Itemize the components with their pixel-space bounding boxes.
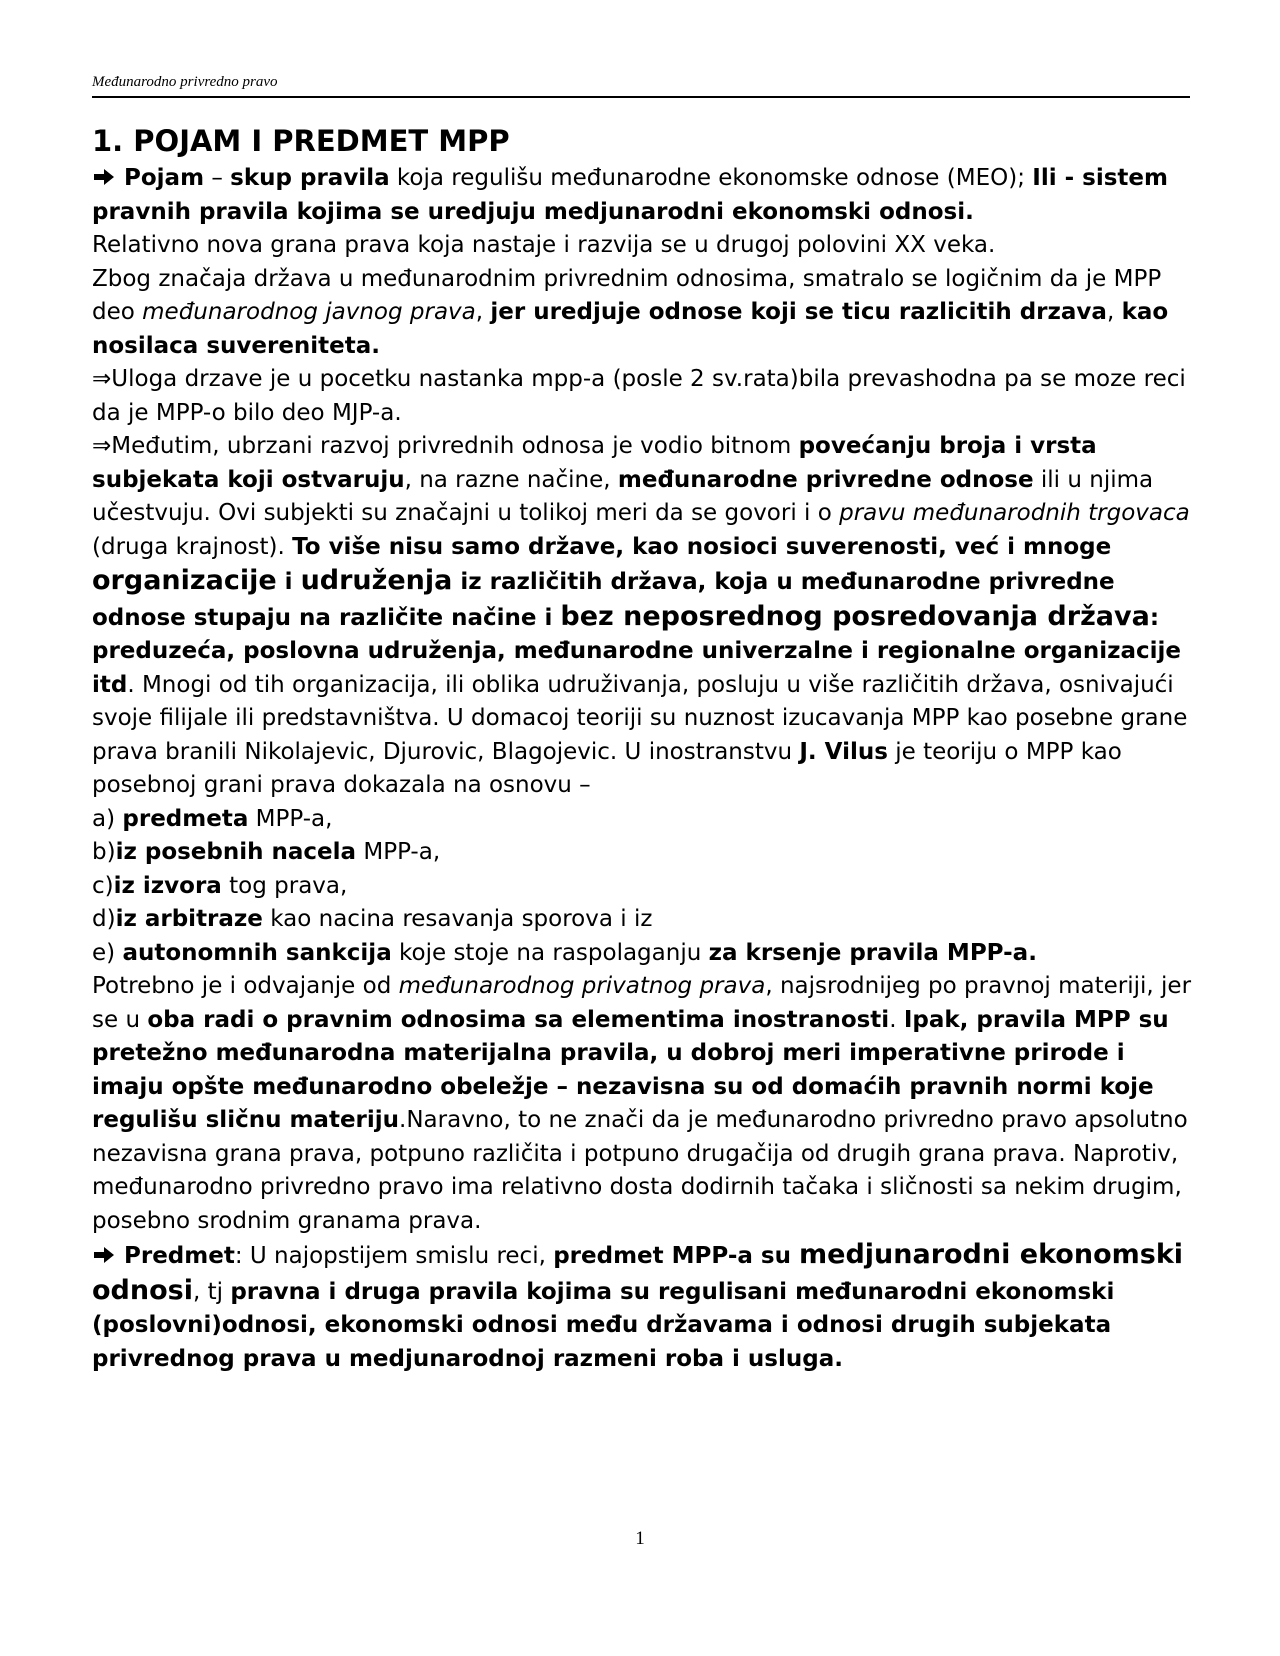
- pojam-sentence-2: Zbog značaja država u međunarodnim privrednim odnosima, smatralo se logičnim da je MPP deo međunarodnog javnog prava, jer uredjuje odnose koji se ticu razlicitih drzava, kao nosilaca suvereniteta.: [92, 265, 1169, 359]
- section-title: 1. POJAM I PREDMET MPP: [92, 124, 510, 158]
- pojam-paragraph: Pojam – skup pravila koja regulišu međunarodne ekonomske odnose (MEO); Ili - sistem pravnih pravila kojima se uredjuju medjunarodni ekonomski odnosi.: [92, 165, 1168, 225]
- page-number: 1: [635, 1528, 645, 1549]
- arrow-right-icon: [92, 167, 116, 187]
- pojam-term: Pojam: [124, 165, 205, 191]
- list-item: c)iz izvora tog prava,: [92, 872, 348, 899]
- list-item: a) predmeta MPP-a,: [92, 805, 333, 832]
- uloga-paragraph: ⇒Uloga drzave je u pocetku nastanka mpp-a (posle 2 sv.rata)bila prevashodna pa se moze reci da je MPP-o bilo deo MJP-a.: [92, 363, 1202, 430]
- medjutim-paragraph: ⇒Međutim, ubrzani razvoj privrednih odnosa je vodio bitnom povećanju broja i vrsta subjekata koji ostvaruju, na razne načine, međunarodne privredne odnose ili u njima učestvuju. Ovi subjekti su značajni u tolikoj meri da se govori i o pravu međunarodnih trgovaca (druga krajnost). To više nisu samo države, kao nosioci suverenosti, već i mnoge organizacije i udruženja iz različitih država, koja u međunarodne privredne odnose stupaju na različite načine i bez neposrednog posredovanja država: preduzeća, poslovna udruženja, međunarodne univerzalne i regionalne organizacije itd. Mnogi od tih organizacija, ili oblika udruživanja, posluju u više različitih država, osnivajući svoje filijale ili predstavništva. U domacoj teoriji su nuznost izucavanja MPP kao posebne grane prava branili Nikolajevic, Djurovic, Blagojevic. U inostranstvu J. Vilus je teoriju o MPP kao posebnoj grani prava dokazala na osnovu –: [92, 430, 1202, 803]
- list-item: d)iz arbitraze kao nacina resavanja sporova i iz: [92, 906, 653, 932]
- list-item: e) autonomnih sankcija koje stoje na raspolaganju za krsenje pravila MPP-a.: [92, 939, 1037, 966]
- predmet-term: Predmet: [124, 1243, 235, 1269]
- odvajanje-paragraph: Potrebno je i odvajanje od međunarodnog privatnog prava, najsrodnijeg po pravnoj materiji, jer se u oba radi o pravnim odnosima sa elementima inostranosti. Ipak, pravila MPP su pretežno međunarodna materijalna pravila, u dobroj meri imperativne prirode i imaju opšte međunarodno obeležje – nezavisna su od domaćih pravnih normi koje regulišu sličnu materiju.Naravno, to ne znači da je međunarodno privredno pravo apsolutno nezavisna grana prava, potpuno različita i potpuno drugačija od drugih grana prava. Naprotiv, međunarodno privredno pravo ima relativno dosta dodirnih tačaka i sličnosti sa nekim drugim, posebno srodnim granama prava.: [92, 973, 1192, 1234]
- running-title: Međunarodno privredno pravo: [92, 74, 278, 90]
- implies-icon: ⇒: [92, 366, 112, 392]
- document-body: [92, 120, 1202, 1376]
- arrow-right-icon: [92, 1245, 116, 1265]
- implies-icon: ⇒: [92, 433, 112, 459]
- page-header: [92, 72, 1190, 98]
- predmet-paragraph: Predmet: U najopstijem smislu reci, predmet MPP-a su medjunarodni ekonomski odnosi, tj pravna i druga pravila kojima su regulisani međunarodni ekonomski (poslovni)odnosi, ekonomski odnosi među državama i odnosi drugih subjekata privrednog prava u medjunarodnoj razmeni roba i usluga.: [92, 1239, 1184, 1372]
- list-item: b)iz posebnih nacela MPP-a,: [92, 839, 441, 865]
- pojam-sentence: Relativno nova grana prava koja nastaje i razvija se u drugoj polovini XX veka.: [92, 232, 996, 258]
